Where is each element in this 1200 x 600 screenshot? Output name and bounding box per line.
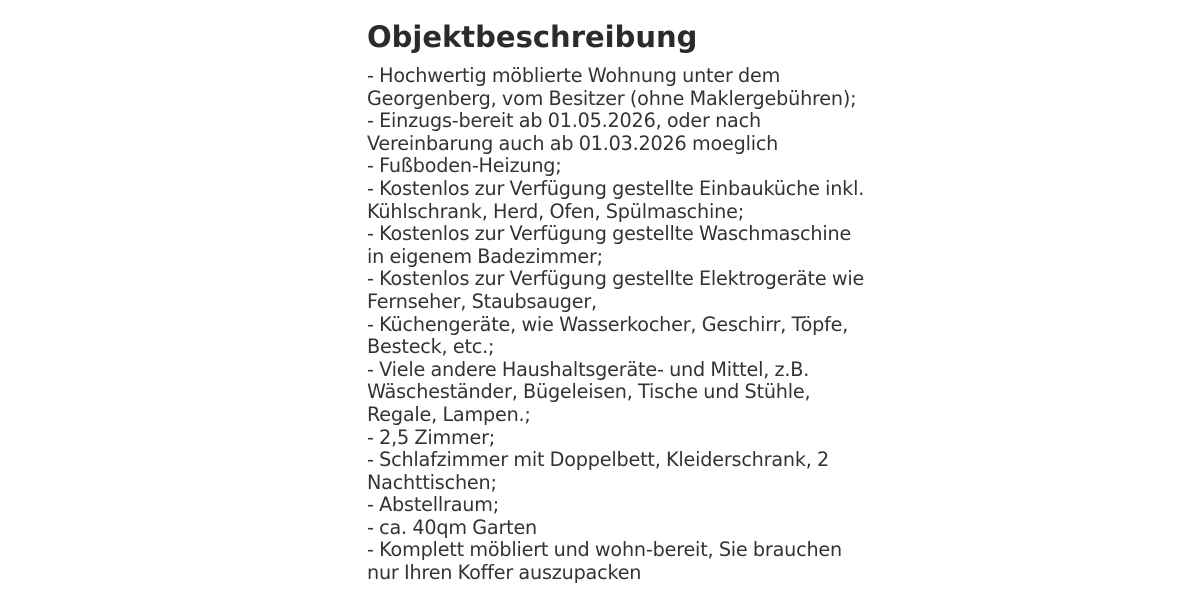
description-line: Wäscheständer, Bügeleisen, Tische und Stühle, — [367, 380, 811, 404]
description-line: - Viele andere Haushaltsgeräte- und Mittel, z.B. — [367, 357, 810, 381]
description-line: - Schlafzimmer mit Doppelbett, Kleiderschrank, 2 — [367, 448, 830, 472]
description-line: in eigenem Badezimmer; — [367, 244, 603, 268]
description-line: - Fußboden-Heizung; — [367, 154, 562, 178]
description-line: - Kostenlos zur Verfügung gestellte Elektrogeräte wie — [367, 267, 865, 291]
description-line: - Kostenlos zur Verfügung gestellte Waschmaschine — [367, 222, 852, 246]
object-description-section — [367, 18, 865, 585]
description-line: Nachttischen; — [367, 470, 497, 494]
description-line: Georgenberg, vom Besitzer (ohne Maklergebühren); — [367, 86, 857, 110]
description-line: Besteck, etc.; — [367, 335, 495, 359]
description-line: - Abstellraum; — [367, 493, 499, 517]
description-line: - ca. 40qm Garten — [367, 515, 538, 539]
description-text — [367, 64, 865, 585]
description-line: Regale, Lampen.; — [367, 402, 531, 426]
description-line: Vereinbarung auch ab 01.03.2026 moeglich — [367, 131, 779, 155]
description-line: - Hochwertig möblierte Wohnung unter dem — [367, 64, 781, 87]
description-line: Fernseher, Staubsauger, — [367, 289, 597, 313]
description-line: - Kostenlos zur Verfügung gestellte Einbauküche inkl. — [367, 176, 865, 200]
description-line: Kühlschrank, Herd, Ofen, Spülmaschine; — [367, 199, 744, 223]
section-title: Objektbeschreibung — [367, 20, 698, 54]
description-line: - Küchengeräte, wie Wasserkocher, Geschirr, Töpfe, — [367, 312, 849, 336]
description-line: - Einzugs-bereit ab 01.05.2026, oder nach — [367, 109, 761, 133]
description-line: nur Ihren Koffer auszupacken — [367, 561, 642, 585]
description-line: - 2,5 Zimmer; — [367, 425, 496, 449]
description-line: - Komplett möbliert und wohn-bereit, Sie brauchen — [367, 538, 842, 562]
